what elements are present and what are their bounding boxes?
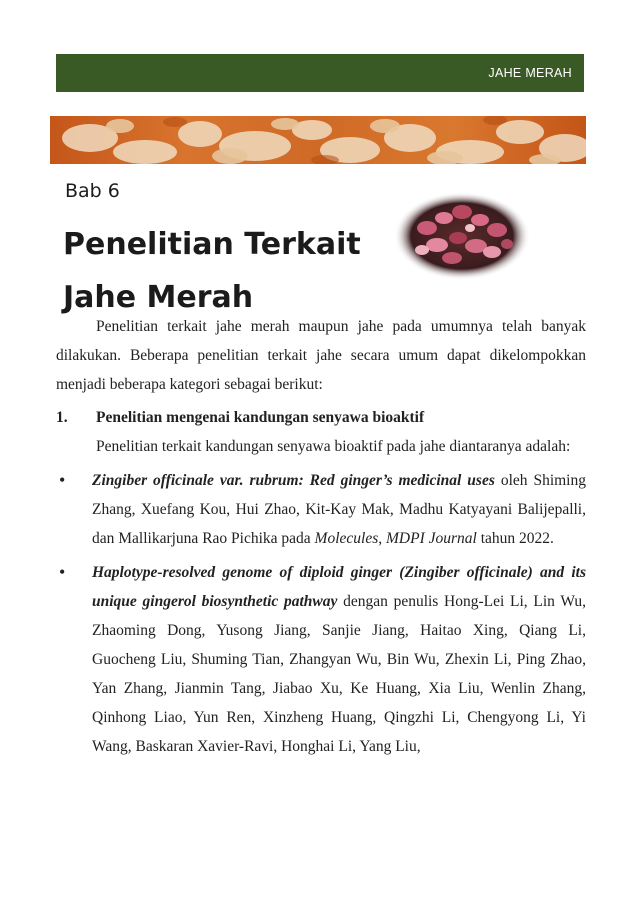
reference-title: Zingiber officinale var. rubrum: Red ginger’s medicinal uses: [92, 472, 495, 489]
reference-tail: tahun 2022.: [476, 530, 554, 547]
section-heading: [56, 403, 586, 432]
chapter-title-line1: Penelitian Terkait: [63, 227, 361, 262]
reference-journal: Molecules, MDPI Journal: [314, 530, 477, 547]
ginger-banner-graphic: [50, 116, 586, 164]
header-bar: [56, 54, 584, 92]
section-number: 1.: [56, 409, 68, 426]
chapter-title: [63, 218, 393, 324]
reference-list: [56, 466, 586, 761]
ginger-banner-image: [50, 116, 586, 164]
section-lead-paragraph: Penelitian terkait kandungan senyawa bioaktif pada jahe diantaranya adalah:: [96, 438, 571, 455]
header-title: JAHE MERAH: [488, 66, 572, 80]
red-ginger-photo: [392, 190, 532, 282]
chapter-label: Bab 6: [65, 180, 120, 202]
reference-body: oleh Shiming Zhang, Xuefang Kou, Hui Zhao, Kit-Kay Mak, Madhu Katyayani Balijepalli, dan Mallikarjuna Rao Pichika pada: [92, 472, 586, 547]
reference-body: dengan penulis Hong-Lei Li, Lin Wu, Zhaoming Dong, Yusong Jiang, Sanjie Jiang, Haitao Xing, Qiang Li, Guocheng Liu, Shuming Tian, Zhangyan Wu, Bin Wu, Zhexin Li, Ping Zhao, Yan Zhang, Jianmin Tang, Jiabao Xu, Ke Huang, Xia Liu, Wenlin Zhang, Qinhong Liao, Yun Ren, Xinzheng Huang, Qingzhi Li, Chengyong Li, Yi Wang, Baskaran Xavier-Ravi, Honghai Li, Yang Liu,: [92, 593, 586, 755]
reference-item: [56, 558, 586, 761]
section-title: Penelitian mengenai kandungan senyawa bioaktif: [96, 409, 425, 426]
intro-paragraph: Penelitian terkait jahe merah maupun jahe pada umumnya telah banyak dilakukan. Beberapa penelitian terkait jahe secara umum dapat dikelompokkan menjadi beberapa kategori sebagai berikut:: [56, 318, 586, 393]
chapter-title-line2: Jahe Merah: [63, 280, 254, 315]
body-text: [56, 312, 586, 761]
reference-title: Haplotype-resolved genome of diploid ginger (Zingiber officinale) and its unique gingerol biosynthetic pathway: [92, 564, 586, 610]
reference-item: [56, 466, 586, 553]
